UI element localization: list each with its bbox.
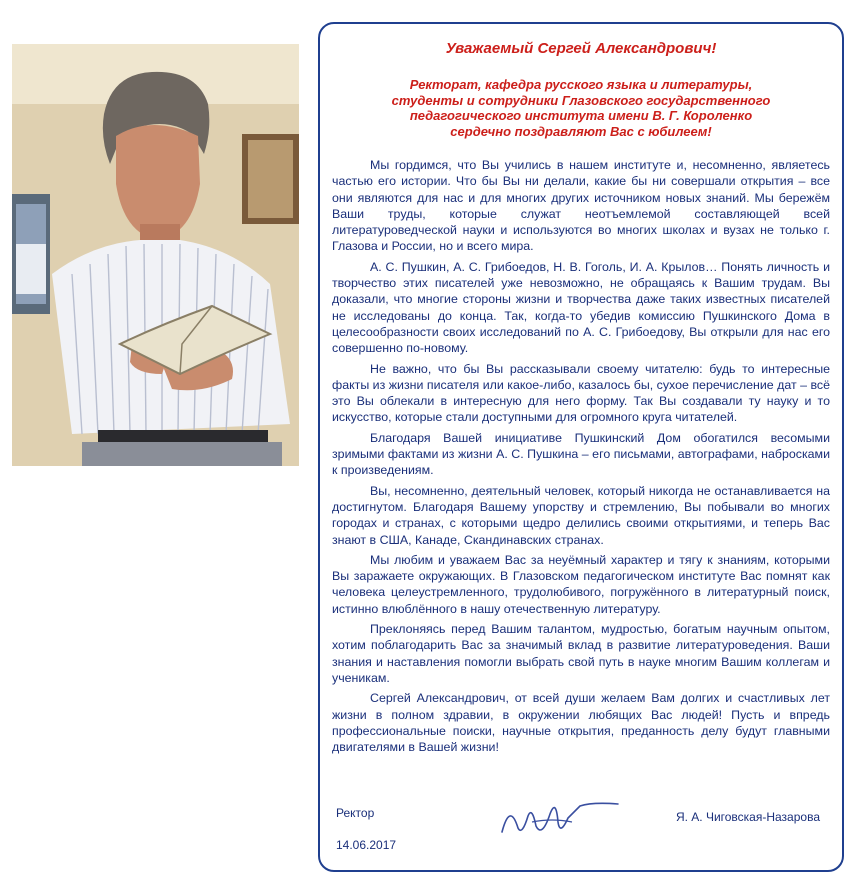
letter-paragraph: Сергей Александрович, от всей души желаем Вам долгих и счастливых лет жизни в полном здравии, в окружении любящих Вас людей! Пусть и впредь профессиональные поиски, научные открытия, преданность делу будут главными двигателями в Вашей жизни!: [332, 691, 830, 755]
letter-greeting: Уважаемый Сергей Александрович!: [445, 40, 717, 57]
letter-paragraph: Не важно, что бы Вы рассказывали своему читателю: будь то интересные факты из жизни писателя или какое-либо, казалось бы, сухое перечисление дат – всё это Вы облекали в интересную для него форму. Так Вы создавали ту науку и то искусство, которые стали доступными для огромного круга читателей.: [332, 361, 830, 425]
signer-name: Я. А. Чиговская-Назарова: [675, 810, 820, 824]
portrait-photo: [12, 44, 299, 466]
letter-date: 14.06.2017: [336, 838, 397, 852]
senders-line: сердечно поздравляют Вас с юбилеем!: [450, 123, 712, 139]
letter-paragraph: Благодаря Вашей инициативе Пушкинский Дом обогатился весомыми зримыми фактами из жизни А. С. Пушкина – его письмами, автографами, набросками к произведениям.: [332, 430, 830, 478]
letter-senders: [332, 77, 830, 139]
senders-line: Ректорат, кафедра русского языка и литературы,: [409, 77, 753, 92]
senders-line: педагогического института имени В. Г. Короленко: [409, 108, 753, 123]
letter-paragraph: Мы любим и уважаем Вас за неуёмный характер и тягу к знаниям, которыми Вы заражаете окружающих. В Глазовском педагогическом институте Вас помнят как человека целеустремленного, трудолюбивого, погружённого в литературный поиск, истинно влюблённого в нашу отечественную литературу.: [332, 552, 830, 616]
letter-paragraph: А. С. Пушкин, А. С. Грибоедов, Н. В. Гоголь, И. А. Крылов… Понять личность и творчество этих писателей уже невозможно, не обращаясь к Вашим трудам. Вы доказали, что многие стороны жизни и творчества даже таких известных писателей не исследованы до конца. Так, когда-то убедив комиссию Пушкинского Дома в целесообразности своих исследований по А. С. Грибоедову, Вы открыли для нас его совершенно по-новому.: [332, 259, 830, 356]
letter-footer: [332, 804, 830, 864]
senders-line: студенты и сотрудники Глазовского государственного: [391, 92, 771, 108]
letter-paragraph: Мы гордимся, что Вы учились в нашем институте и, несомненно, являетесь частью его истории. Что бы Вы ни делали, какие бы ни совершали открытия – все они являются для нас и для многих других источником новых знаний. Мы бережём Ваши труды, которые служат неотъемлемой составляющей всей литературоведческой науки и используются во многих школах и вузах не только г. Глазова и России, но и всего мира.: [332, 158, 830, 254]
letter-body: [332, 157, 830, 755]
signature-icon: [492, 792, 622, 842]
congratulation-letter: [318, 22, 844, 872]
signer-role: Ректор: [336, 806, 375, 820]
letter-paragraph: Вы, несомненно, деятельный человек, который никогда не останавливается на достигнутом. Благодаря Вашему упорству и стремлению, Вы побывали во многих городах и странах, с которыми щедро делились своими открытиями, и теперь Вас знают в США, Канаде, Скандинавских странах.: [332, 483, 830, 547]
letter-paragraph: Преклоняясь перед Вашим талантом, мудростью, богатым научным опытом, хотим поблагодарить Вас за значимый вклад в развитие литературоведения. Ваши знания и наставления помогли выбрать свой путь в науке многим Вашим коллегам и ученикам.: [332, 622, 830, 685]
